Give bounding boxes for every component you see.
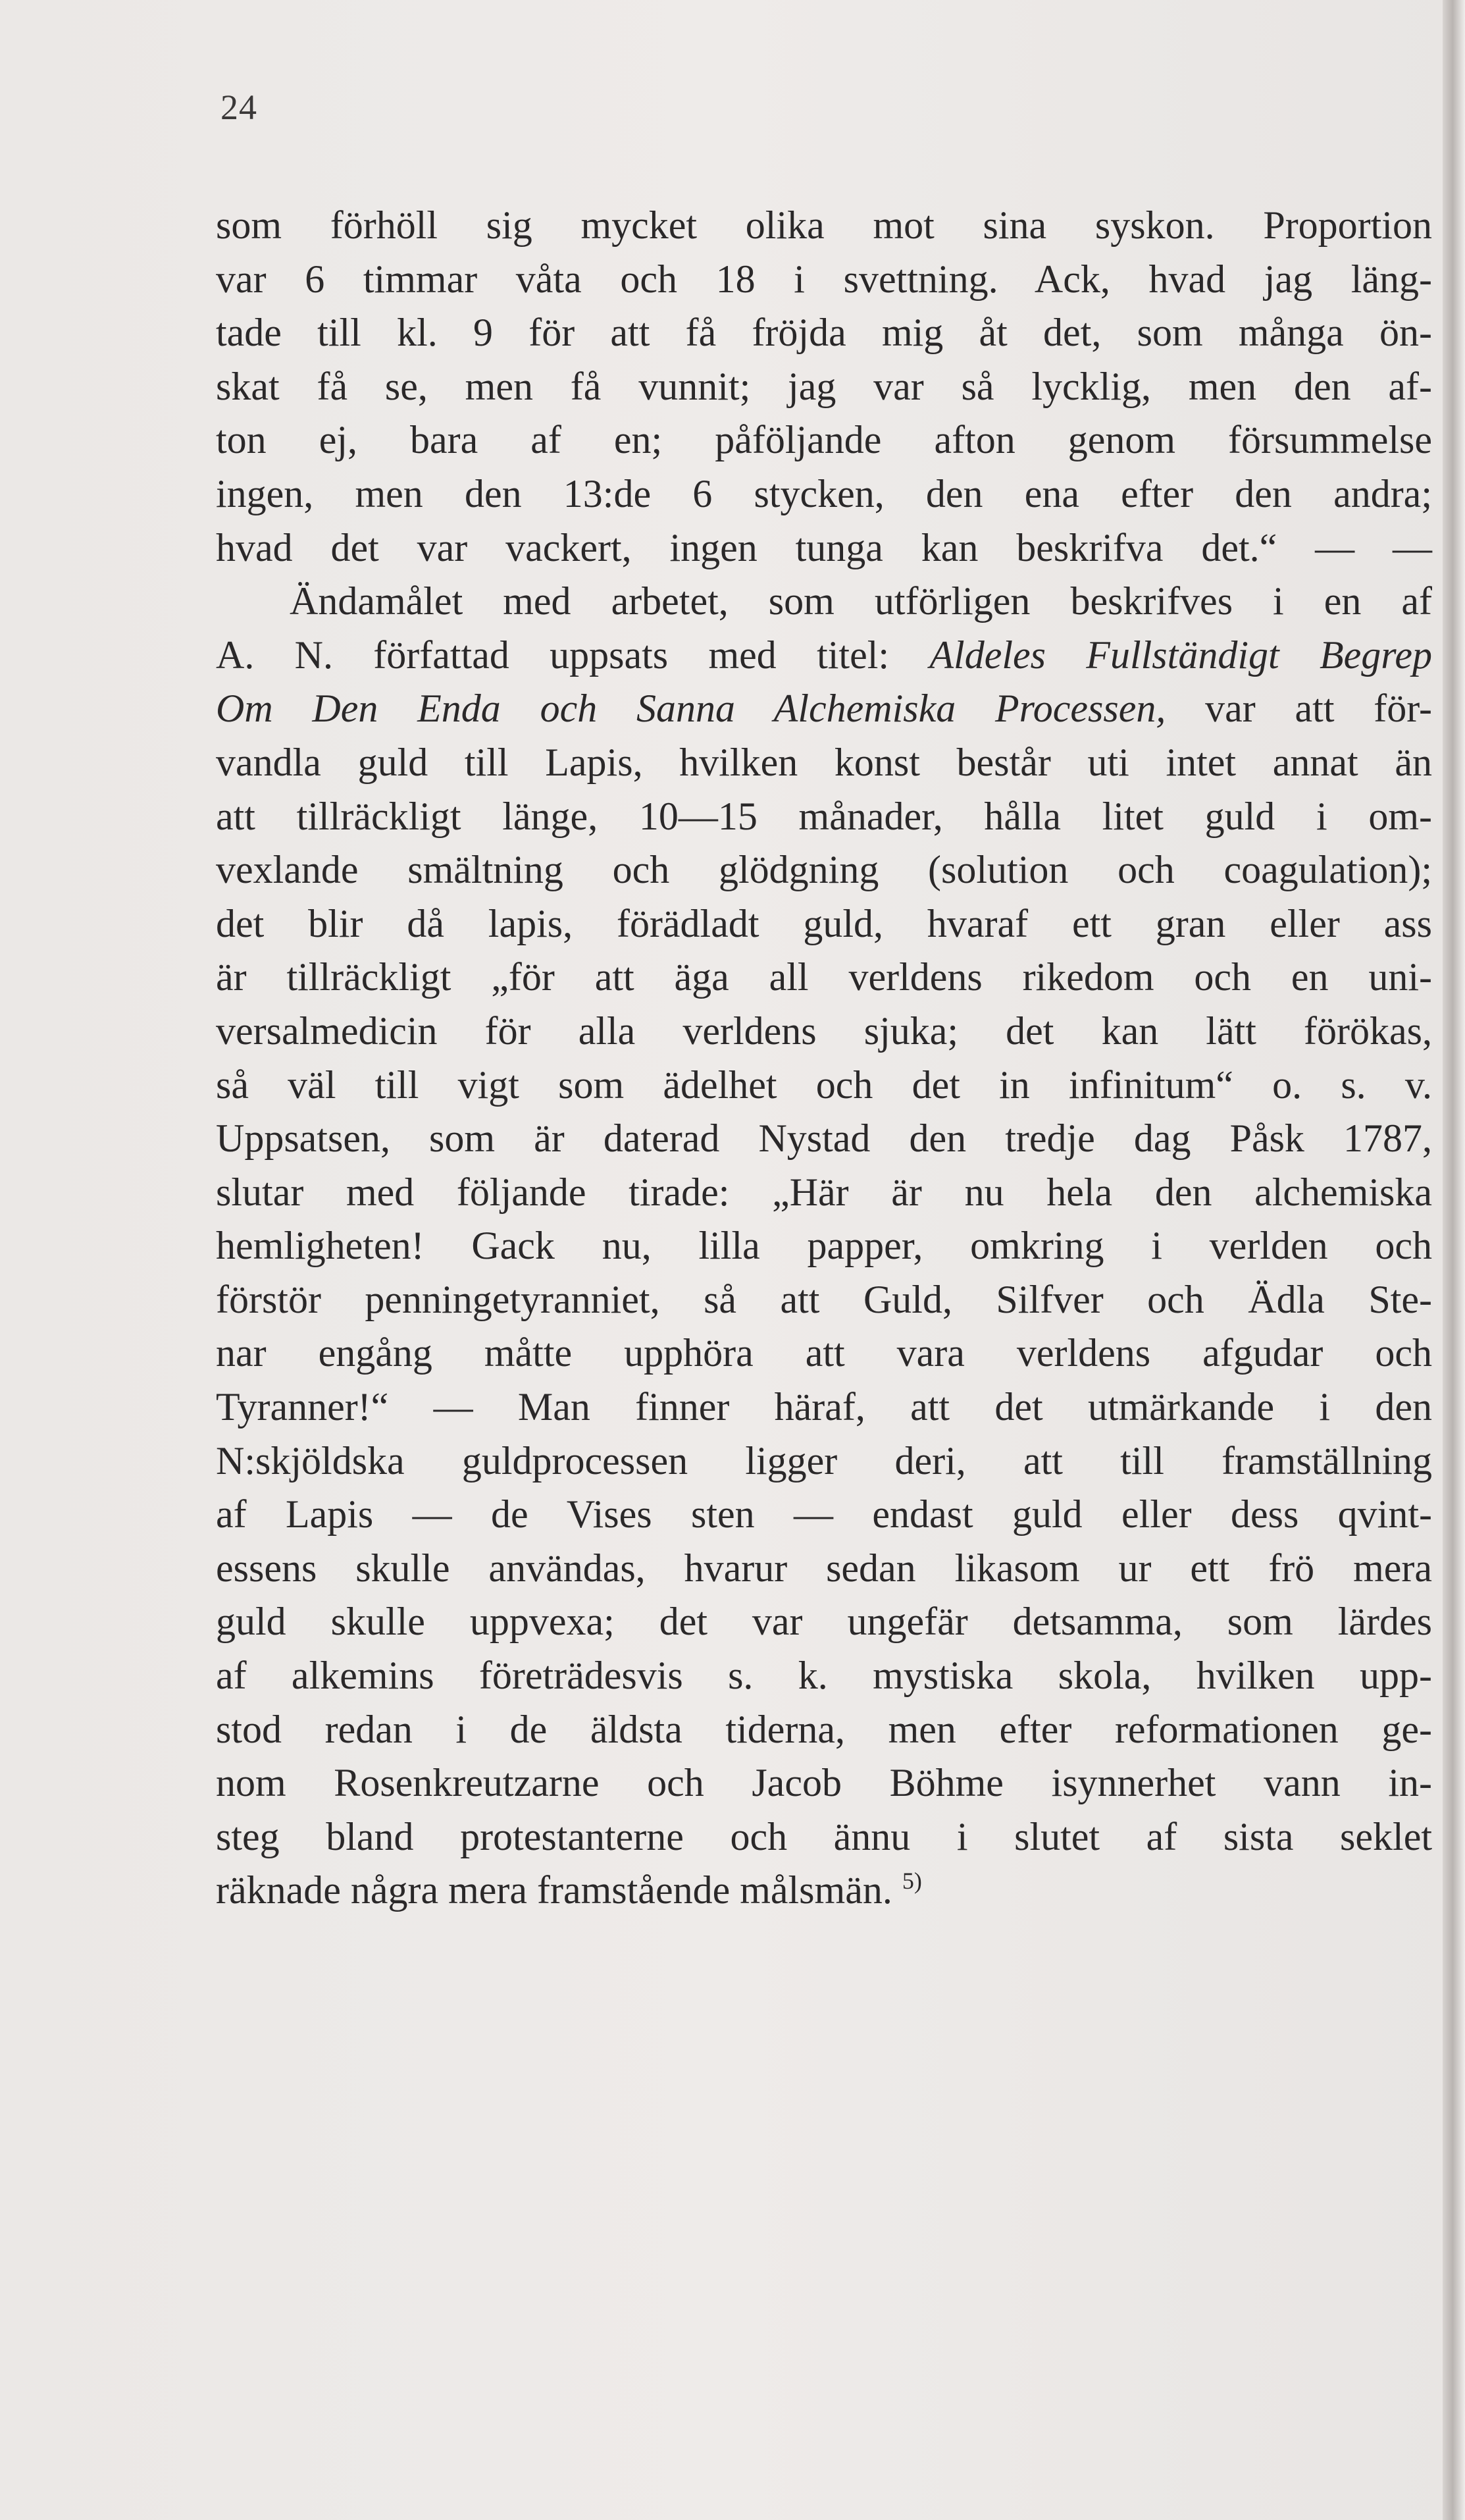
text-line: så väl till vigt som ädelhet och det in infinitum“ o. s. v. xyxy=(216,1063,1432,1107)
text-line: nom Rosenkreutzarne och Jacob Böhme isynnerhet vann in- xyxy=(216,1761,1432,1805)
text-line: som förhöll sig mycket olika mot sina syskon. Proportion xyxy=(216,203,1432,247)
text-line: af alkemins företrädesvis s. k. mystiska skola, hvilken upp- xyxy=(216,1654,1432,1698)
text-fragment: räknade några mera framstående målsmän. xyxy=(216,1868,892,1912)
text-line: hvad det var vackert, ingen tunga kan beskrifva det.“ — — xyxy=(216,525,1432,569)
text-line: vandla guld till Lapis, hvilken konst består uti intet annat än xyxy=(216,740,1432,784)
text-line: versalmedicin för alla verldens sjuka; det kan lätt förökas, xyxy=(216,1009,1432,1053)
text-line: slutar med följande tirade: „Här är nu hela den alchemiska xyxy=(216,1170,1432,1214)
text-line: det blir då lapis, förädladt guld, hvaraf ett gran eller ass xyxy=(216,901,1432,945)
title-italic-cont: Om Den Enda och Sanna Alchemiska Processen, xyxy=(216,687,1166,731)
text-line: skat få se, men få vunnit; jag var så lycklig, men den af- xyxy=(216,364,1432,408)
text-line: förstör penningetyranniet, så att Guld, Silfver och Ädla Ste- xyxy=(216,1277,1432,1321)
text-line: att tillräckligt länge, 10—15 månader, hålla litet guld i om- xyxy=(216,794,1432,838)
text-line: guld skulle uppvexa; det var ungefär detsamma, som lärdes xyxy=(216,1600,1432,1644)
text-line: ingen, men den 13:de 6 stycken, den ena efter den andra; xyxy=(216,471,1432,515)
text-line: hemligheten! Gack nu, lilla papper, omkring i verlden och xyxy=(216,1224,1432,1268)
text-line: Uppsatsen, som är daterad Nystad den tredje dag Påsk 1787, xyxy=(216,1116,1432,1161)
text-line-last xyxy=(216,1864,1432,1918)
text-line: steg bland protestanterne och ännu i slutet af sista seklet xyxy=(216,1814,1432,1858)
text-line: var 6 timmar våta och 18 i svettning. Ack, hvad jag läng- xyxy=(216,257,1432,301)
text-line: stod redan i de äldsta tiderna, men efter reformationen ge- xyxy=(216,1707,1432,1751)
paragraph-start-line: Ändamålet med arbetet, som utförligen beskrifves i en af xyxy=(290,579,1432,623)
footnote-reference[interactable]: 5) xyxy=(902,1868,922,1895)
text-line: vexlande smältning och glödgning (solution och coagulation); xyxy=(216,848,1432,892)
page-number: 24 xyxy=(220,88,257,127)
page-edge-shadow xyxy=(1443,0,1465,2520)
text-line xyxy=(216,629,1432,683)
text-line xyxy=(216,682,1432,736)
text-line: essens skulle användas, hvarur sedan likasom ur ett frö mera xyxy=(216,1546,1432,1590)
text-line: Tyranner!“ — Man finner häraf, att det utmärkande i den xyxy=(216,1385,1432,1429)
text-fragment: A. N. författad uppsats med titel: xyxy=(216,633,890,677)
text-line: af Lapis — de Vises sten — endast guld eller dess qvint- xyxy=(216,1492,1432,1536)
title-italic: Aldeles Fullständigt Begrep xyxy=(929,633,1433,677)
body-text xyxy=(216,199,1432,1918)
text-line: är tillräckligt „för att äga all verldens rikedom och en uni- xyxy=(216,955,1432,999)
text-line: tade till kl. 9 för att få fröjda mig åt det, som många ön- xyxy=(216,311,1432,355)
text-fragment: var att för- xyxy=(1205,687,1433,731)
text-line: N:skjöldska guldprocessen ligger deri, att till framställning xyxy=(216,1438,1432,1483)
text-line: nar engång måtte upphöra att vara verldens afgudar och xyxy=(216,1331,1432,1375)
text-line: ton ej, bara af en; påföljande afton genom försummelse xyxy=(216,418,1432,462)
